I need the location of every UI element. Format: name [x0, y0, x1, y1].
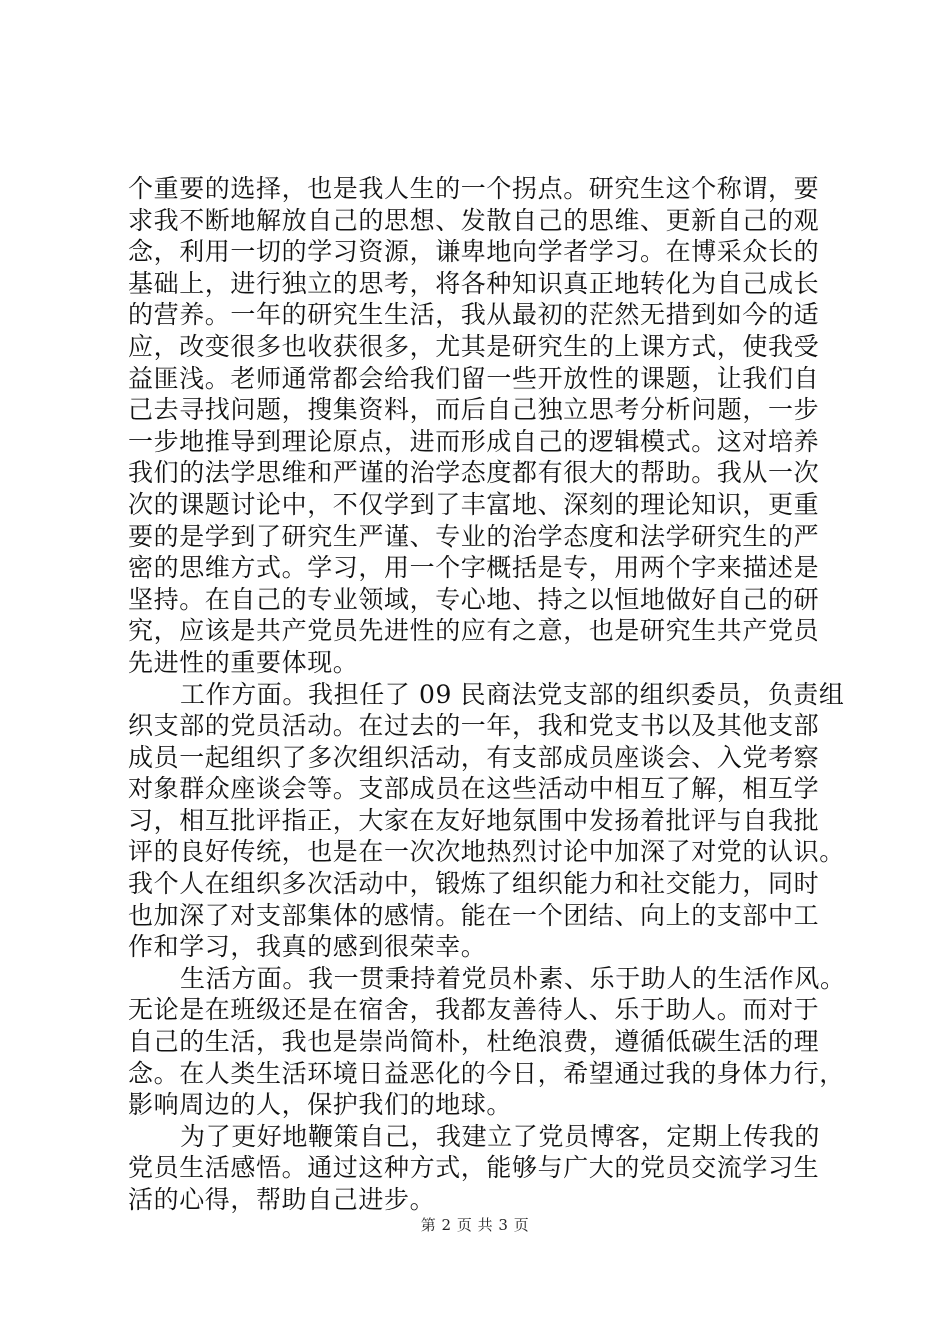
text-line: 密的思维方式。学习，用一个字概括是专，用两个字来描述是 [128, 553, 820, 583]
page-footer [0, 1214, 950, 1235]
text-line: 自己的生活，我也是崇尚简朴，杜绝浪费，遵循低碳生活的理 [128, 1027, 820, 1057]
text-line: 一步地推导到理论原点，进而形成自己的逻辑模式。这对培养 [128, 426, 820, 456]
body-text [128, 173, 846, 1216]
text-line: 作和学习，我真的感到很荣幸。 [128, 932, 487, 962]
paragraph-work [128, 679, 845, 963]
text-line: 对象群众座谈会等。支部成员在这些活动中相互了解，相互学 [128, 774, 820, 804]
text-line: 应，改变很多也收获很多，尤其是研究生的上课方式，使我受 [128, 331, 820, 361]
text-line: 党员生活感悟。通过这种方式，能够与广大的党员交流学习生 [128, 1153, 820, 1183]
text-line: 织支部的党员活动。在过去的一年，我和党支书以及其他支部 [128, 711, 820, 741]
text-line: 的营养。一年的研究生生活，我从最初的茫然无措到如今的适 [128, 300, 820, 330]
text-line: 我们的法学思维和严谨的治学态度都有很大的帮助。我从一次 [128, 458, 820, 488]
paragraph-life [128, 963, 846, 1121]
text-line: 基础上，进行独立的思考，将各种知识真正地转化为自己成长 [128, 268, 820, 298]
text-line: 念。在人类生活环境日益恶化的今日，希望通过我的身体力行， [128, 1058, 845, 1088]
text-line: 究，应该是共产党员先进性的应有之意，也是研究生共产党员 [128, 616, 820, 646]
paragraph-blog [128, 1121, 838, 1216]
text-line: 无论是在班级还是在宿舍，我都友善待人、乐于助人。而对于 [128, 995, 820, 1025]
text-line: 求我不断地解放自己的思想、发散自己的思维、更新自己的观 [128, 205, 820, 235]
text-line: 生活方面。我一贯秉持着党员朴素、乐于助人的生活作风。 [180, 963, 846, 993]
text-line: 个重要的选择，也是我人生的一个拐点。研究生这个称谓，要 [128, 174, 820, 203]
text-line: 先进性的重要体现。 [128, 647, 359, 677]
text-line: 活的心得，帮助自己进步。 [128, 1185, 436, 1214]
text-line: 坚持。在自己的专业领域，专心地、持之以恒地做好自己的研 [128, 584, 820, 614]
text-line: 为了更好地鞭策自己，我建立了党员博客，定期上传我的 [180, 1121, 821, 1151]
text-line: 益匪浅。老师通常都会给我们留一些开放性的课题，让我们自 [128, 363, 820, 393]
text-line: 影响周边的人，保护我们的地球。 [128, 1090, 513, 1120]
text-line: 我个人在组织多次活动中，锻炼了组织能力和社交能力，同时 [128, 869, 820, 899]
text-line: 成员一起组织了多次组织活动，有支部成员座谈会、入党考察 [128, 742, 820, 772]
page-number-label: 第 2 页 共 3 页 [420, 1216, 530, 1234]
text-line: 工作方面。我担任了 09 民商法党支部的组织委员，负责组 [180, 679, 845, 709]
text-line: 念，利用一切的学习资源，谦卑地向学者学习。在博采众长的 [128, 237, 820, 267]
paragraph-study [128, 173, 838, 679]
text-line: 次的课题讨论中，不仅学到了丰富地、深刻的理论知识，更重 [128, 489, 820, 519]
text-line: 习，相互批评指正，大家在友好地氛围中发扬着批评与自我批 [128, 805, 820, 835]
text-line: 评的良好传统，也是在一次次地热烈讨论中加深了对党的认识。 [128, 837, 845, 867]
text-line: 要的是学到了研究生严谨、专业的治学态度和法学研究生的严 [128, 521, 820, 551]
text-line: 己去寻找问题，搜集资料，而后自己独立思考分析问题，一步 [128, 395, 820, 425]
text-line: 也加深了对支部集体的感情。能在一个团结、向上的支部中工 [128, 900, 820, 930]
